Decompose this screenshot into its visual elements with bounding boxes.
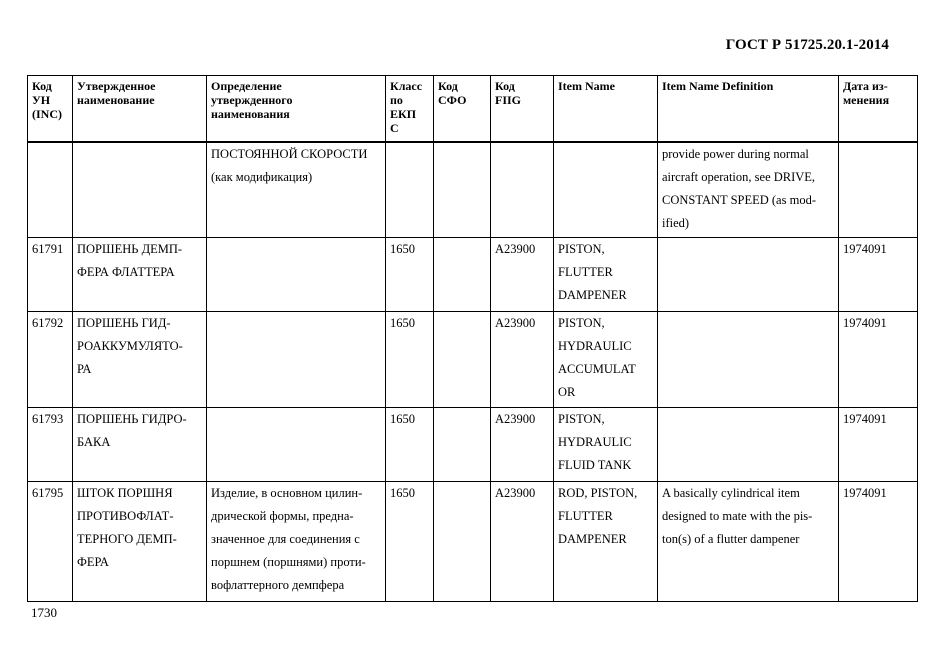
cell-item-name: PISTON, HYDRAULIC FLUID TANK: [554, 408, 658, 482]
cell-item-name: [554, 142, 658, 238]
cell-fiig: A23900: [491, 238, 554, 312]
header-sfo: Код СФО: [434, 76, 491, 143]
header-class: Класс по ЕКП С: [386, 76, 434, 143]
cell-class: [386, 142, 434, 238]
cell-fiig: A23900: [491, 312, 554, 408]
cell-inc: 61792: [28, 312, 73, 408]
cell-approved-name: [73, 142, 207, 238]
cell-definition: Изделие, в основном цилин- дрической формы, предна- значенное для соединения с поршнем (поршнями) проти- вофлаттерного демпфера: [207, 482, 386, 602]
cell-inc: 61795: [28, 482, 73, 602]
cell-item-name-definition: [658, 238, 839, 312]
cell-definition: [207, 312, 386, 408]
header-definition: Определение утвержденного наименования: [207, 76, 386, 143]
table-row: [28, 312, 918, 408]
cell-class: 1650: [386, 312, 434, 408]
cell-sfo: [434, 408, 491, 482]
cell-item-name-definition: [658, 312, 839, 408]
cell-fiig: [491, 142, 554, 238]
cell-item-name-definition: [658, 408, 839, 482]
cell-class: 1650: [386, 482, 434, 602]
cell-approved-name: ПОРШЕНЬ ГИДРО- БАКА: [73, 408, 207, 482]
cell-approved-name: ПОРШЕНЬ ДЕМП- ФЕРА ФЛАТТЕРА: [73, 238, 207, 312]
cell-sfo: [434, 142, 491, 238]
cell-item-name-definition: provide power during normal aircraft operation, see DRIVE, CONSTANT SPEED (as mod- ified): [658, 142, 839, 238]
cell-inc: 61791: [28, 238, 73, 312]
header-inc: Код УН (INC): [28, 76, 73, 143]
header-item-name: Item Name: [554, 76, 658, 143]
cell-approved-name: ШТОК ПОРШНЯ ПРОТИВОФЛАТ- ТЕРНОГО ДЕМП- ФЕРА: [73, 482, 207, 602]
header-change-date: Дата из- менения: [839, 76, 918, 143]
cell-sfo: [434, 238, 491, 312]
cell-inc: [28, 142, 73, 238]
cell-change-date: 1974091: [839, 482, 918, 602]
page-number: 1730: [31, 605, 57, 620]
table-row: [28, 408, 918, 482]
cell-inc: 61793: [28, 408, 73, 482]
cell-item-name: PISTON, FLUTTER DAMPENER: [554, 238, 658, 312]
cell-change-date: 1974091: [839, 312, 918, 408]
cell-definition: ПОСТОЯННОЙ СКОРОСТИ (как модификация): [207, 142, 386, 238]
header-approved-name: Утвержденное наименование: [73, 76, 207, 143]
cell-item-name-definition: A basically cylindrical item designed to mate with the pis- ton(s) of a flutter dampener: [658, 482, 839, 602]
table-row: [28, 238, 918, 312]
cell-item-name: ROD, PISTON, FLUTTER DAMPENER: [554, 482, 658, 602]
cell-change-date: 1974091: [839, 408, 918, 482]
table-row: [28, 142, 918, 238]
table-header-row: [28, 76, 918, 143]
header-fiig: Код FIIG: [491, 76, 554, 143]
cell-sfo: [434, 312, 491, 408]
header-item-name-definition: Item Name Definition: [658, 76, 839, 143]
cell-fiig: A23900: [491, 482, 554, 602]
cell-item-name: PISTON, HYDRAULIC ACCUMULAT OR: [554, 312, 658, 408]
cell-approved-name: ПОРШЕНЬ ГИД- РОАККУМУЛЯТО- РА: [73, 312, 207, 408]
cell-sfo: [434, 482, 491, 602]
cell-change-date: [839, 142, 918, 238]
cell-fiig: A23900: [491, 408, 554, 482]
cell-change-date: 1974091: [839, 238, 918, 312]
table-row: [28, 482, 918, 602]
catalog-table: [27, 75, 918, 602]
cell-class: 1650: [386, 408, 434, 482]
cell-definition: [207, 238, 386, 312]
cell-definition: [207, 408, 386, 482]
cell-class: 1650: [386, 238, 434, 312]
document-code: ГОСТ Р 51725.20.1-2014: [725, 37, 889, 53]
